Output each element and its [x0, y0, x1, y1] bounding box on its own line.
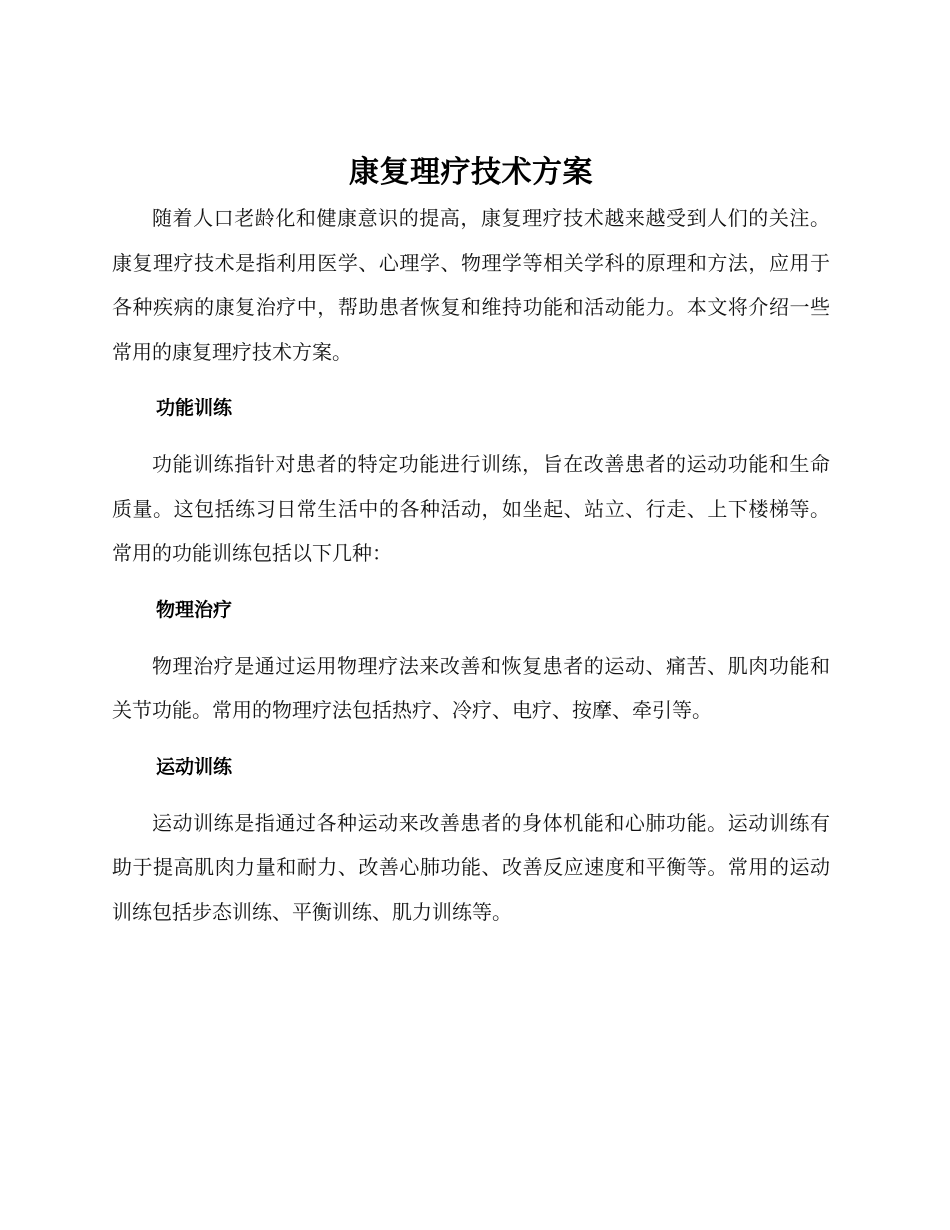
- document-page: [112, 150, 830, 934]
- section-heading-physical-therapy: 物理治疗: [156, 598, 233, 621]
- intro-paragraph: 随着人口老龄化和健康意识的提高，康复理疗技术越来越受到人们的关注。康复理疗技术是指利用医学、心理学、物理学等相关学科的原理和方法，应用于各种疾病的康复治疗中，帮助患者恢复和维持功能和活动能力。本文将介绍一些常用的康复理疗技术方案。: [112, 206, 830, 364]
- section-heading-exercise-training: 运动训练: [156, 755, 233, 778]
- section-heading-functional-training: 功能训练: [156, 397, 233, 419]
- document-title: 康复理疗技术方案: [349, 155, 593, 190]
- section-body-functional-training: 功能训练指针对患者的特定功能进行训练，旨在改善患者的运动功能和生命质量。这包括练习日常生活中的各种活动，如坐起、站立、行走、上下楼梯等。常用的功能训练包括以下几种：: [112, 452, 830, 565]
- section-body-exercise-training: 运动训练是指通过各种运动来改善患者的身体机能和心肺功能。运动训练有助于提高肌肉力量和耐力、改善心肺功能、改善反应速度和平衡等。常用的运动训练包括步态训练、平衡训练、肌力训练等。: [112, 810, 830, 924]
- section-body-physical-therapy: 物理治疗是通过运用物理疗法来改善和恢复患者的运动、痛苦、肌肉功能和关节功能。常用的物理疗法包括热疗、冷疗、电疗、按摩、牵引等。: [112, 653, 830, 722]
